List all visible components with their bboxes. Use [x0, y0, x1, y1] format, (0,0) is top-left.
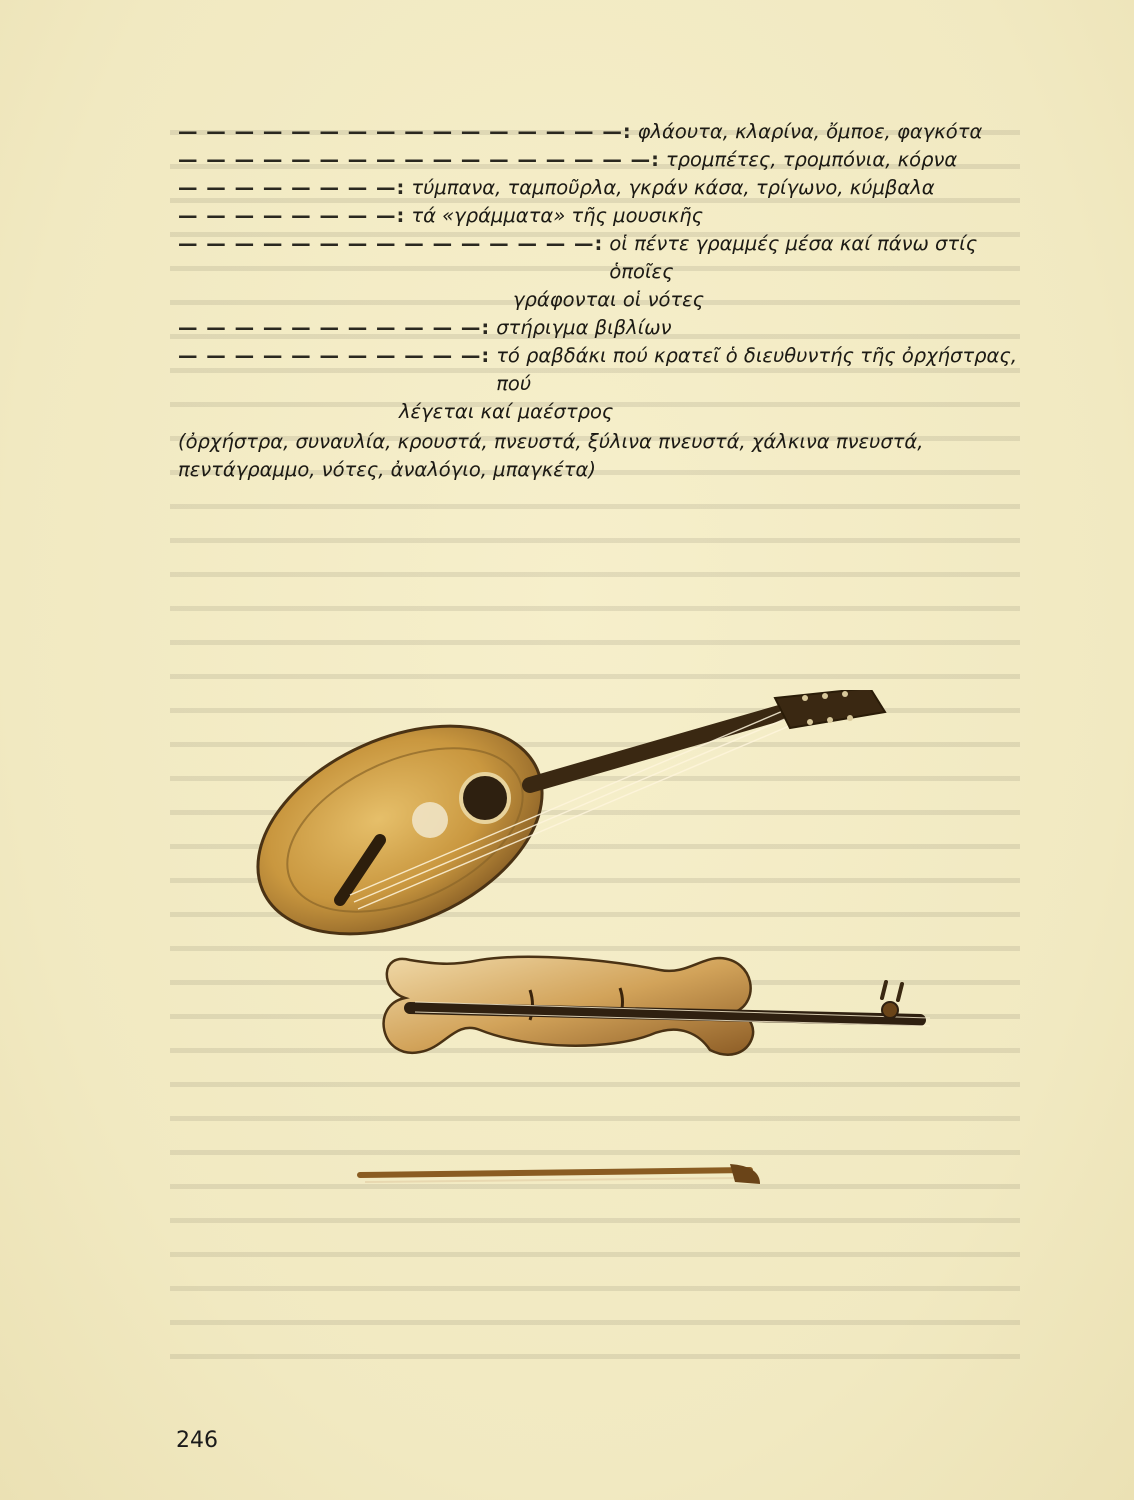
- answer-blank: — — — — — — — —:: [178, 204, 406, 227]
- exercise-line: [178, 146, 1028, 174]
- answer-blank: — — — — — — — — — — —:: [178, 344, 491, 367]
- clue-text: τρομπέτες, τρομπόνια, κόρνα: [665, 148, 958, 171]
- answer-blank: — — — — — — — — — — — — — — — — —:: [178, 148, 660, 171]
- clue-text: στήριγμα βιβλίων: [496, 316, 672, 339]
- clue-text: τό ραβδάκι πού κρατεῖ ὁ διευθυντής τῆς ὀρχήστρας, πού: [496, 344, 1018, 395]
- violin-icon: [384, 957, 930, 1055]
- exercise-line: [178, 202, 1028, 230]
- exercise-line: [178, 230, 1028, 286]
- exercise-block: [178, 118, 1028, 484]
- exercise-line: [178, 342, 1028, 398]
- exercise-line: [178, 118, 1028, 146]
- clue-continuation: γράφονται οἱ νότες: [513, 288, 705, 311]
- exercise-line: [178, 174, 1028, 202]
- clue-continuation: λέγεται καί μαέστρος: [399, 400, 614, 423]
- answer-blank: — — — — — — — — — — —:: [178, 316, 491, 339]
- clue-text: τύμπανα, ταμποῦρλα, γκράν κάσα, τρίγωνο, κύμβαλα: [411, 176, 935, 199]
- answer-blank: — — — — — — — — — — — — — — —:: [178, 232, 604, 255]
- word-bank: (ὀρχήστρα, συναυλία, κρουστά, πνευστά, ξύλινα πνευστά, χάλκινα πνευστά, πεντάγραμμο, νότες, ἀναλόγιο, μπαγκέτα): [178, 430, 924, 481]
- instruments-illustration: [230, 690, 950, 1200]
- page-number: 246: [176, 1428, 218, 1453]
- clue-text: οἱ πέντε γραμμές μέσα καί πάνω στίς ὁποῖες: [609, 232, 978, 283]
- violin-bow-icon: [360, 1164, 760, 1184]
- mandolin-icon: [230, 690, 885, 975]
- exercise-line: [178, 314, 1028, 342]
- clue-text: τά «γράμματα» τῆς μουσικῆς: [411, 204, 704, 227]
- answer-blank: — — — — — — — —:: [178, 176, 406, 199]
- answer-blank: — — — — — — — — — — — — — — — —:: [178, 120, 632, 143]
- clue-text: φλάουτα, κλαρίνα, ὄμποε, φαγκότα: [637, 120, 983, 143]
